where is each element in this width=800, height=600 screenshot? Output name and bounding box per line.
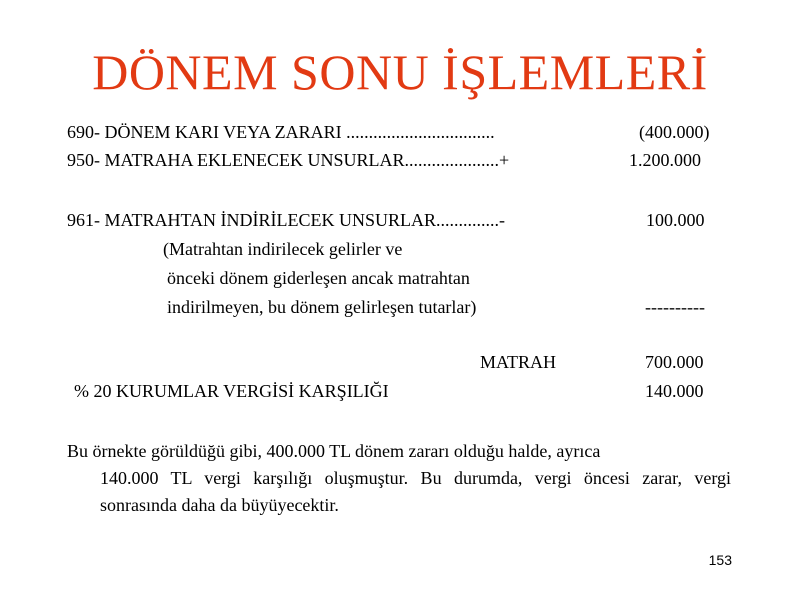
account-950-label: 950- MATRAHA EKLENECEK UNSURLAR.....................+ — [67, 150, 510, 170]
note-line-2: önceki dönem giderleşen ancak matrahtan — [167, 268, 470, 288]
slide-title: DÖNEM SONU İŞLEMLERİ — [92, 44, 708, 100]
account-690-label: 690- DÖNEM KARI VEYA ZARARI ................................. — [67, 122, 495, 142]
account-690-value: (400.000) — [639, 122, 710, 142]
sum-separator: ---------- — [645, 297, 705, 317]
matrah-value: 700.000 — [645, 352, 704, 372]
account-961-value: 100.000 — [646, 210, 705, 230]
page-number: 153 — [708, 552, 732, 568]
tax-provision-label: % 20 KURUMLAR VERGİSİ KARŞILIĞI — [74, 381, 389, 401]
account-961-label: 961- MATRAHTAN İNDİRİLECEK UNSURLAR..............- — [67, 210, 506, 230]
explanation-line-1: Bu örnekte görüldüğü gibi, 400.000 TL dönem zararı olduğu halde, ayrıca — [67, 441, 601, 461]
note-line-1: (Matrahtan indirilecek gelirler ve — [163, 239, 403, 259]
note-line-3: indirilmeyen, bu dönem gelirleşen tutarlar) — [167, 297, 477, 317]
explanation-paragraph — [67, 438, 731, 519]
account-950-value: 1.200.000 — [629, 150, 701, 170]
tax-provision-value: 140.000 — [645, 381, 704, 401]
matrah-label: MATRAH — [480, 352, 557, 372]
explanation-rest: 140.000 TL vergi karşılığı oluşmuştur. Bu durumda, vergi öncesi zarar, vergi sonrasında daha da büyüyecektir. — [100, 468, 731, 515]
